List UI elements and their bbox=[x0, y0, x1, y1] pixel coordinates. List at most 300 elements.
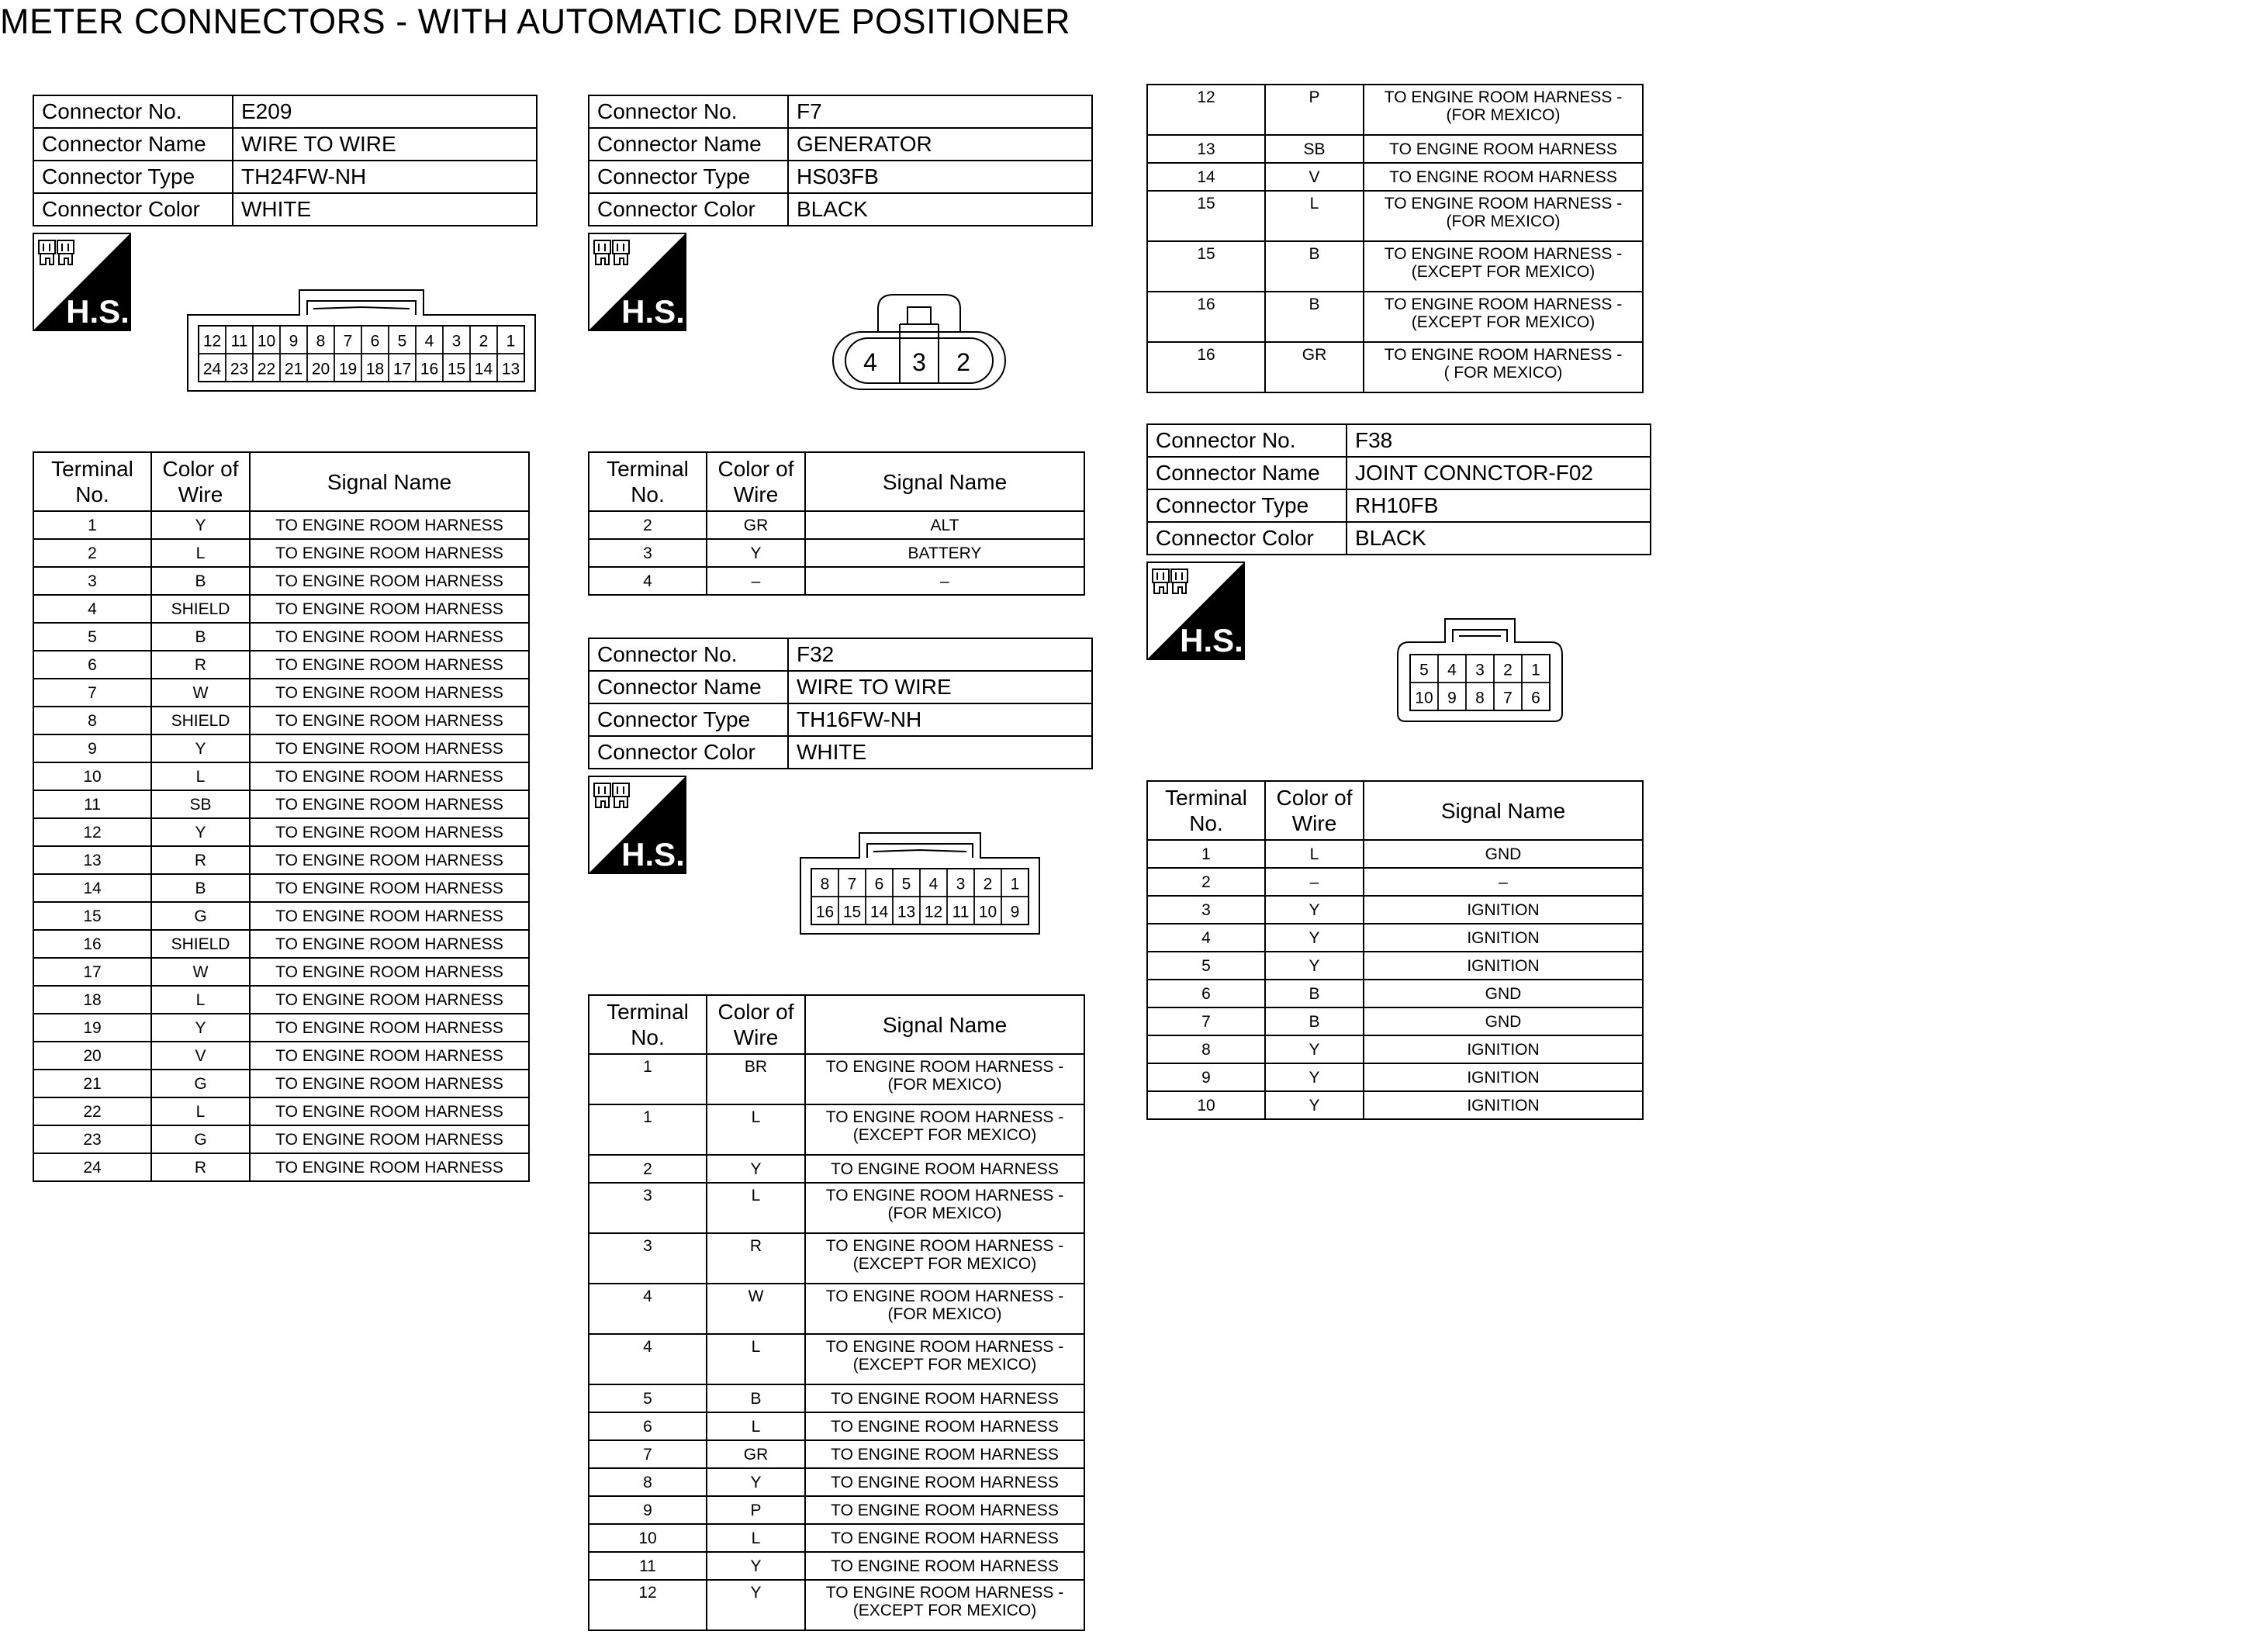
signal-name-cell: IGNITION bbox=[1364, 1035, 1643, 1063]
label-connector-name: Connector Name bbox=[589, 128, 788, 161]
table-row bbox=[33, 679, 529, 707]
pin-number: 13 bbox=[501, 360, 520, 378]
pin-number: 14 bbox=[869, 903, 889, 921]
connector-f38-diagram bbox=[1396, 617, 1564, 723]
signal-name-cell: TO ENGINE ROOM HARNESS bbox=[250, 567, 529, 595]
table-row bbox=[1147, 342, 1643, 392]
signal-name-cell: TO ENGINE ROOM HARNESS bbox=[250, 986, 529, 1014]
terminal-no-cell: 1 bbox=[33, 511, 151, 539]
wire-color-cell: R bbox=[151, 1153, 250, 1181]
wire-color-cell: L bbox=[707, 1334, 805, 1384]
wire-color-cell: L bbox=[151, 986, 250, 1014]
table-row bbox=[33, 623, 529, 651]
signal-name-cell: – bbox=[805, 567, 1084, 595]
pin-number: 8 bbox=[820, 875, 830, 893]
table-row bbox=[1147, 896, 1643, 924]
signal-name-cell: IGNITION bbox=[1364, 924, 1643, 952]
wire-color-cell: V bbox=[151, 1042, 250, 1070]
table-row bbox=[33, 707, 529, 734]
header-terminal-no: Terminal No. bbox=[589, 452, 707, 511]
terminal-no-cell: 3 bbox=[1147, 896, 1265, 924]
terminal-no-cell: 8 bbox=[33, 707, 151, 734]
table-row bbox=[33, 539, 529, 567]
value-connector-type: TH16FW-NH bbox=[788, 703, 1092, 736]
terminal-no-cell: 8 bbox=[589, 1468, 707, 1496]
terminal-no-cell: 1 bbox=[1147, 840, 1265, 868]
pin-number: 12 bbox=[924, 903, 943, 921]
signal-name-cell: TO ENGINE ROOM HARNESS - ( FOR MEXICO) bbox=[1364, 342, 1643, 392]
table-row bbox=[589, 1468, 1084, 1496]
value-connector-color: BLACK bbox=[1347, 522, 1651, 555]
value-connector-type: HS03FB bbox=[788, 161, 1092, 193]
wire-color-cell: – bbox=[1265, 868, 1364, 896]
signal-name-cell: IGNITION bbox=[1364, 1091, 1643, 1119]
wire-color-cell: Y bbox=[1265, 896, 1364, 924]
signal-name-cell: IGNITION bbox=[1364, 952, 1643, 980]
table-row bbox=[33, 1153, 529, 1181]
wire-color-cell: B bbox=[151, 874, 250, 902]
pin-number: 1 bbox=[506, 332, 516, 351]
wire-color-cell: G bbox=[151, 1125, 250, 1153]
terminal-no-cell: 5 bbox=[589, 1384, 707, 1412]
wire-color-cell: SHIELD bbox=[151, 707, 250, 734]
terminal-no-cell: 14 bbox=[33, 874, 151, 902]
signal-name-cell: TO ENGINE ROOM HARNESS bbox=[805, 1440, 1084, 1468]
value-connector-name: GENERATOR bbox=[788, 128, 1092, 161]
wire-color-cell: GR bbox=[1265, 342, 1364, 392]
connector-info-f32 bbox=[588, 638, 1093, 769]
table-row bbox=[589, 539, 1084, 567]
wire-color-cell: Y bbox=[1265, 1091, 1364, 1119]
signal-name-cell: GND bbox=[1364, 1007, 1643, 1035]
value-connector-name: JOINT CONNCTOR-F02 bbox=[1347, 457, 1651, 489]
terminal-no-cell: 9 bbox=[1147, 1063, 1265, 1091]
table-row bbox=[33, 1097, 529, 1125]
signal-name-cell: – bbox=[1364, 868, 1643, 896]
terminal-no-cell: 2 bbox=[589, 511, 707, 539]
table-row bbox=[1147, 840, 1643, 868]
terminal-no-cell: 20 bbox=[33, 1042, 151, 1070]
pin-number: 11 bbox=[952, 903, 970, 921]
pin-number: 6 bbox=[1531, 689, 1540, 707]
pin-number: 3 bbox=[1475, 661, 1485, 679]
table-row bbox=[589, 1334, 1084, 1384]
signal-name-cell: TO ENGINE ROOM HARNESS bbox=[250, 762, 529, 790]
terminal-no-cell: 13 bbox=[1147, 135, 1265, 163]
pin-number: 5 bbox=[1419, 661, 1429, 679]
pin-number: 6 bbox=[370, 332, 380, 351]
wire-color-cell: Y bbox=[151, 818, 250, 846]
pin-number: 3 bbox=[912, 348, 926, 376]
pin-number: 8 bbox=[316, 332, 326, 351]
wire-color-cell: G bbox=[151, 902, 250, 930]
terminal-no-cell: 4 bbox=[589, 567, 707, 595]
value-connector-color: BLACK bbox=[788, 193, 1092, 226]
value-connector-no: E209 bbox=[233, 95, 537, 128]
value-connector-no: F38 bbox=[1347, 424, 1651, 457]
label-connector-type: Connector Type bbox=[1147, 489, 1347, 522]
wire-color-cell: Y bbox=[1265, 1063, 1364, 1091]
header-color-of-wire: Color of Wire bbox=[1265, 781, 1364, 840]
terminal-no-cell: 3 bbox=[33, 567, 151, 595]
wire-color-cell: B bbox=[1265, 292, 1364, 342]
table-row bbox=[589, 567, 1084, 595]
table-row bbox=[589, 1384, 1084, 1412]
terminal-no-cell: 24 bbox=[33, 1153, 151, 1181]
table-row bbox=[589, 1233, 1084, 1284]
terminal-no-cell: 17 bbox=[33, 958, 151, 986]
pin-number: 1 bbox=[1010, 875, 1020, 893]
table-row bbox=[1147, 1063, 1643, 1091]
pin-number: 11 bbox=[230, 332, 248, 351]
terminal-no-cell: 3 bbox=[589, 1183, 707, 1233]
label-connector-type: Connector Type bbox=[589, 161, 788, 193]
header-color-of-wire: Color of Wire bbox=[151, 452, 250, 511]
pin-number: 19 bbox=[338, 360, 358, 378]
table-row bbox=[589, 1440, 1084, 1468]
terminal-no-cell: 1 bbox=[589, 1104, 707, 1155]
table-row bbox=[33, 790, 529, 818]
wire-color-cell: Y bbox=[1265, 924, 1364, 952]
terminal-no-cell: 16 bbox=[1147, 292, 1265, 342]
table-row bbox=[589, 511, 1084, 539]
table-row bbox=[589, 1183, 1084, 1233]
terminal-no-cell: 21 bbox=[33, 1070, 151, 1097]
pin-number: 16 bbox=[815, 903, 835, 921]
terminal-no-cell: 1 bbox=[589, 1054, 707, 1104]
header-terminal-no: Terminal No. bbox=[1147, 781, 1265, 840]
terminal-no-cell: 2 bbox=[33, 539, 151, 567]
wire-color-cell: B bbox=[1265, 241, 1364, 292]
wire-color-cell: Y bbox=[707, 539, 805, 567]
table-row bbox=[33, 958, 529, 986]
signal-name-cell: TO ENGINE ROOM HARNESS bbox=[250, 707, 529, 734]
terminal-no-cell: 8 bbox=[1147, 1035, 1265, 1063]
terminal-no-cell: 10 bbox=[589, 1524, 707, 1552]
terminal-no-cell: 4 bbox=[33, 595, 151, 623]
terminal-no-cell: 13 bbox=[33, 846, 151, 874]
wire-color-cell: SB bbox=[1265, 135, 1364, 163]
signal-name-cell: TO ENGINE ROOM HARNESS bbox=[250, 651, 529, 679]
label-connector-no: Connector No. bbox=[589, 638, 788, 671]
terminal-no-cell: 22 bbox=[33, 1097, 151, 1125]
table-row bbox=[33, 1070, 529, 1097]
page-title: METER CONNECTORS - WITH AUTOMATIC DRIVE POSITIONER bbox=[0, 2, 1071, 41]
wire-color-cell: SB bbox=[151, 790, 250, 818]
label-connector-no: Connector No. bbox=[589, 95, 788, 128]
table-row bbox=[33, 567, 529, 595]
label-connector-no: Connector No. bbox=[1147, 424, 1347, 457]
wire-color-cell: L bbox=[1265, 840, 1364, 868]
signal-name-cell: TO ENGINE ROOM HARNESS bbox=[250, 818, 529, 846]
table-row bbox=[1147, 85, 1643, 135]
signal-name-cell: TO ENGINE ROOM HARNESS bbox=[250, 1153, 529, 1181]
terminal-no-cell: 16 bbox=[33, 930, 151, 958]
terminal-no-cell: 15 bbox=[1147, 241, 1265, 292]
table-row bbox=[589, 1284, 1084, 1334]
signal-name-cell: TO ENGINE ROOM HARNESS bbox=[805, 1155, 1084, 1183]
table-row bbox=[33, 846, 529, 874]
terminal-no-cell: 12 bbox=[1147, 85, 1265, 135]
signal-name-cell: ALT bbox=[805, 511, 1084, 539]
table-row bbox=[1147, 1035, 1643, 1063]
signal-name-cell: TO ENGINE ROOM HARNESS - (EXCEPT FOR MEXICO) bbox=[805, 1233, 1084, 1284]
pin-number: 23 bbox=[230, 360, 249, 378]
pin-number: 13 bbox=[897, 903, 916, 921]
label-connector-color: Connector Color bbox=[1147, 522, 1347, 555]
terminal-no-cell: 11 bbox=[33, 790, 151, 818]
label-connector-name: Connector Name bbox=[1147, 457, 1347, 489]
pin-number: 9 bbox=[289, 332, 299, 351]
wire-color-cell: V bbox=[1265, 163, 1364, 191]
pin-number: 8 bbox=[1475, 689, 1485, 707]
signal-name-cell: TO ENGINE ROOM HARNESS bbox=[250, 930, 529, 958]
signal-name-cell: TO ENGINE ROOM HARNESS bbox=[805, 1384, 1084, 1412]
terminal-no-cell: 7 bbox=[589, 1440, 707, 1468]
table-row bbox=[33, 986, 529, 1014]
terminal-no-cell: 2 bbox=[1147, 868, 1265, 896]
pin-number: 2 bbox=[1503, 661, 1513, 679]
signal-name-cell: TO ENGINE ROOM HARNESS - (EXCEPT FOR MEXICO) bbox=[805, 1334, 1084, 1384]
terminal-no-cell: 11 bbox=[589, 1552, 707, 1580]
signal-name-cell: TO ENGINE ROOM HARNESS bbox=[1364, 135, 1643, 163]
terminal-no-cell: 9 bbox=[589, 1496, 707, 1524]
wire-color-cell: Y bbox=[707, 1552, 805, 1580]
header-color-of-wire: Color of Wire bbox=[707, 995, 805, 1054]
table-row bbox=[33, 762, 529, 790]
connector-info-f7 bbox=[588, 95, 1093, 226]
header-signal-name: Signal Name bbox=[1364, 781, 1643, 840]
wire-color-cell: B bbox=[151, 623, 250, 651]
signal-name-cell: IGNITION bbox=[1364, 1063, 1643, 1091]
connector-f7-diagram bbox=[831, 293, 1007, 391]
signal-name-cell: TO ENGINE ROOM HARNESS bbox=[805, 1524, 1084, 1552]
table-row bbox=[589, 1412, 1084, 1440]
pin-number: 7 bbox=[847, 875, 857, 893]
wire-color-cell: P bbox=[707, 1496, 805, 1524]
header-terminal-no: Terminal No. bbox=[589, 995, 707, 1054]
terminal-no-cell: 12 bbox=[33, 818, 151, 846]
signal-name-cell: TO ENGINE ROOM HARNESS - (EXCEPT FOR MEXICO) bbox=[1364, 241, 1643, 292]
pin-number: 5 bbox=[397, 332, 407, 351]
terminal-no-cell: 15 bbox=[33, 902, 151, 930]
connector-e209-diagram bbox=[186, 289, 537, 392]
terminal-no-cell: 4 bbox=[589, 1284, 707, 1334]
label-connector-color: Connector Color bbox=[589, 193, 788, 226]
wire-color-cell: W bbox=[707, 1284, 805, 1334]
header-terminal-no: Terminal No. bbox=[33, 452, 151, 511]
connector-info-e209 bbox=[33, 95, 538, 226]
terminal-table-f32-continued bbox=[1146, 84, 1644, 393]
pin-number: 14 bbox=[474, 360, 493, 378]
pin-number: 10 bbox=[978, 903, 997, 921]
hs-badge-icon bbox=[33, 233, 131, 331]
terminal-no-cell: 5 bbox=[1147, 952, 1265, 980]
wire-color-cell: L bbox=[707, 1412, 805, 1440]
signal-name-cell: TO ENGINE ROOM HARNESS bbox=[250, 874, 529, 902]
header-signal-name: Signal Name bbox=[805, 995, 1084, 1054]
wire-color-cell: L bbox=[707, 1183, 805, 1233]
wire-color-cell: L bbox=[151, 762, 250, 790]
pin-number: 2 bbox=[479, 332, 489, 351]
signal-name-cell: TO ENGINE ROOM HARNESS bbox=[250, 1014, 529, 1042]
pin-number: 4 bbox=[424, 332, 434, 351]
terminal-table-f32 bbox=[588, 994, 1085, 1631]
terminal-no-cell: 5 bbox=[33, 623, 151, 651]
table-row bbox=[589, 1580, 1084, 1630]
terminal-no-cell: 4 bbox=[1147, 924, 1265, 952]
wire-color-cell: L bbox=[151, 539, 250, 567]
wire-color-cell: Y bbox=[1265, 952, 1364, 980]
terminal-table-f7 bbox=[588, 451, 1085, 596]
connector-lock bbox=[878, 295, 960, 332]
table-row bbox=[33, 1014, 529, 1042]
pin-number: 7 bbox=[343, 332, 353, 351]
connector-info-f38 bbox=[1146, 423, 1651, 555]
pin-number: 10 bbox=[257, 332, 276, 351]
pin-number: 16 bbox=[420, 360, 439, 378]
table-row bbox=[1147, 924, 1643, 952]
table-row bbox=[589, 1552, 1084, 1580]
pin-number: 17 bbox=[392, 360, 412, 378]
signal-name-cell: TO ENGINE ROOM HARNESS bbox=[250, 902, 529, 930]
hs-badge-icon bbox=[1146, 562, 1245, 660]
pin-number: 15 bbox=[842, 903, 862, 921]
table-row bbox=[33, 511, 529, 539]
signal-name-cell: TO ENGINE ROOM HARNESS bbox=[805, 1496, 1084, 1524]
wire-color-cell: – bbox=[707, 567, 805, 595]
terminal-no-cell: 9 bbox=[33, 734, 151, 762]
value-connector-type: TH24FW-NH bbox=[233, 161, 537, 193]
terminal-no-cell: 16 bbox=[1147, 342, 1265, 392]
label-connector-name: Connector Name bbox=[589, 671, 788, 703]
label-connector-type: Connector Type bbox=[589, 703, 788, 736]
pin-number: 2 bbox=[956, 348, 970, 376]
terminal-no-cell: 10 bbox=[1147, 1091, 1265, 1119]
terminal-no-cell: 7 bbox=[33, 679, 151, 707]
pin-number: 22 bbox=[257, 360, 276, 378]
wire-color-cell: BR bbox=[707, 1054, 805, 1104]
label-connector-type: Connector Type bbox=[33, 161, 233, 193]
terminal-no-cell: 14 bbox=[1147, 163, 1265, 191]
wire-color-cell: SHIELD bbox=[151, 930, 250, 958]
signal-name-cell: BATTERY bbox=[805, 539, 1084, 567]
pin-number: 3 bbox=[956, 875, 966, 893]
wire-color-cell: B bbox=[151, 567, 250, 595]
table-row bbox=[1147, 135, 1643, 163]
pin-number: 15 bbox=[447, 360, 466, 378]
wire-color-cell: B bbox=[1265, 1007, 1364, 1035]
table-row bbox=[33, 930, 529, 958]
table-row bbox=[1147, 292, 1643, 342]
wire-color-cell: SHIELD bbox=[151, 595, 250, 623]
pin-number: 2 bbox=[983, 875, 993, 893]
table-row bbox=[1147, 868, 1643, 896]
value-connector-type: RH10FB bbox=[1347, 489, 1651, 522]
table-row bbox=[33, 595, 529, 623]
pin-number: 9 bbox=[1447, 689, 1457, 707]
pin-number: 4 bbox=[863, 348, 877, 376]
pin-number: 24 bbox=[202, 360, 222, 378]
wire-color-cell: W bbox=[151, 958, 250, 986]
pin-number: 4 bbox=[1447, 661, 1457, 679]
wire-color-cell: Y bbox=[151, 734, 250, 762]
signal-name-cell: TO ENGINE ROOM HARNESS bbox=[805, 1412, 1084, 1440]
signal-name-cell: TO ENGINE ROOM HARNESS bbox=[250, 1070, 529, 1097]
terminal-no-cell: 10 bbox=[33, 762, 151, 790]
signal-name-cell: TO ENGINE ROOM HARNESS bbox=[250, 734, 529, 762]
wire-color-cell: R bbox=[151, 651, 250, 679]
header-signal-name: Signal Name bbox=[250, 452, 529, 511]
wire-color-cell: Y bbox=[151, 511, 250, 539]
wire-color-cell: Y bbox=[151, 1014, 250, 1042]
svg-text:H.S.: H.S. bbox=[621, 293, 685, 330]
signal-name-cell: TO ENGINE ROOM HARNESS - (FOR MEXICO) bbox=[805, 1183, 1084, 1233]
table-row bbox=[1147, 241, 1643, 292]
table-row bbox=[33, 902, 529, 930]
value-connector-no: F7 bbox=[788, 95, 1092, 128]
header-signal-name: Signal Name bbox=[805, 452, 1084, 511]
terminal-table-e209 bbox=[33, 451, 530, 1182]
svg-text:H.S.: H.S. bbox=[66, 293, 130, 330]
pin-number: 20 bbox=[311, 360, 330, 378]
terminal-no-cell: 3 bbox=[589, 539, 707, 567]
signal-name-cell: TO ENGINE ROOM HARNESS bbox=[250, 595, 529, 623]
wire-color-cell: L bbox=[707, 1104, 805, 1155]
label-connector-color: Connector Color bbox=[33, 193, 233, 226]
signal-name-cell: TO ENGINE ROOM HARNESS bbox=[250, 1042, 529, 1070]
signal-name-cell: TO ENGINE ROOM HARNESS bbox=[250, 623, 529, 651]
wire-color-cell: L bbox=[151, 1097, 250, 1125]
table-row bbox=[589, 1524, 1084, 1552]
label-connector-color: Connector Color bbox=[589, 736, 788, 769]
connector-f32-diagram bbox=[799, 831, 1041, 935]
table-row bbox=[589, 1054, 1084, 1104]
table-row bbox=[33, 1042, 529, 1070]
value-connector-no: F32 bbox=[788, 638, 1092, 671]
signal-name-cell: TO ENGINE ROOM HARNESS - (FOR MEXICO) bbox=[1364, 85, 1643, 135]
pin-number: 1 bbox=[1531, 661, 1540, 679]
wire-color-cell: B bbox=[1265, 980, 1364, 1007]
table-row bbox=[589, 1104, 1084, 1155]
wire-color-cell: Y bbox=[707, 1155, 805, 1183]
signal-name-cell: TO ENGINE ROOM HARNESS bbox=[250, 1125, 529, 1153]
signal-name-cell: TO ENGINE ROOM HARNESS bbox=[250, 958, 529, 986]
value-connector-name: WIRE TO WIRE bbox=[233, 128, 537, 161]
table-row bbox=[1147, 191, 1643, 241]
pin-number: 6 bbox=[874, 875, 884, 893]
terminal-no-cell: 2 bbox=[589, 1155, 707, 1183]
signal-name-cell: TO ENGINE ROOM HARNESS bbox=[250, 511, 529, 539]
terminal-no-cell: 15 bbox=[1147, 191, 1265, 241]
table-row bbox=[33, 651, 529, 679]
signal-name-cell: TO ENGINE ROOM HARNESS bbox=[250, 846, 529, 874]
signal-name-cell: TO ENGINE ROOM HARNESS - (FOR MEXICO) bbox=[805, 1054, 1084, 1104]
value-connector-color: WHITE bbox=[233, 193, 537, 226]
terminal-no-cell: 12 bbox=[589, 1580, 707, 1630]
wire-color-cell: L bbox=[1265, 191, 1364, 241]
table-row bbox=[1147, 163, 1643, 191]
table-row bbox=[1147, 1091, 1643, 1119]
pin-number: 9 bbox=[1010, 903, 1020, 921]
pin-number: 18 bbox=[365, 360, 385, 378]
signal-name-cell: TO ENGINE ROOM HARNESS - (FOR MEXICO) bbox=[805, 1284, 1084, 1334]
pin-number: 4 bbox=[928, 875, 939, 893]
wire-color-cell: G bbox=[151, 1070, 250, 1097]
signal-name-cell: TO ENGINE ROOM HARNESS - (EXCEPT FOR MEXICO) bbox=[805, 1104, 1084, 1155]
table-row bbox=[33, 1125, 529, 1153]
header-color-of-wire: Color of Wire bbox=[707, 452, 805, 511]
